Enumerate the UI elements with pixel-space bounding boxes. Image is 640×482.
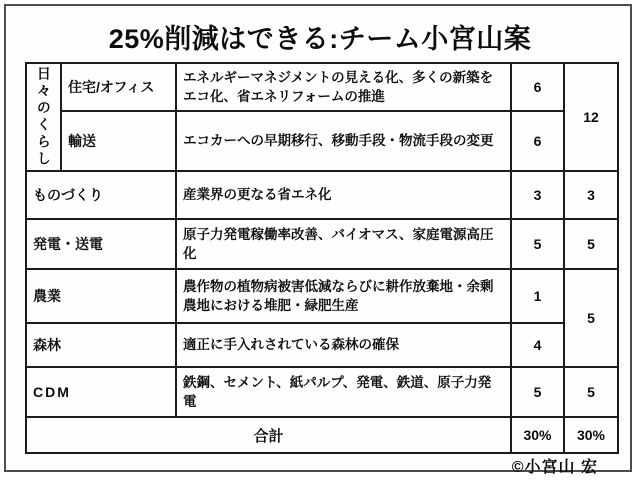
points-housing-office: 6: [511, 63, 564, 111]
table-row-forest: [26, 323, 618, 367]
category-power: 発電・送電: [26, 219, 176, 269]
row-group-daily-life: [26, 63, 61, 171]
desc-agriculture: 農作物の植物病被害低減ならびに耕作放棄地・余剰農地における堆肥・緑肥生産: [176, 269, 511, 323]
table-row-total: [26, 417, 618, 453]
points-manufacturing: 3: [511, 171, 564, 219]
category-manufacturing: ものづくり: [26, 171, 176, 219]
category-transport: 輸送: [61, 111, 176, 171]
total-group-total: 30%: [564, 417, 618, 453]
table-row-power: [26, 219, 618, 269]
total-label: 合計: [26, 417, 511, 453]
group-total-daily-life: 12: [564, 63, 618, 171]
desc-transport: エコカーへの早期移行、移動手段・物流手段の変更: [176, 111, 511, 171]
table-row-transport: [26, 111, 618, 171]
category-cdm: CDM: [26, 367, 176, 417]
points-cdm: 5: [511, 367, 564, 417]
points-power: 5: [511, 219, 564, 269]
table-row-housing: [26, 63, 618, 111]
page-title: 25%削減はできる:チーム小宮山案: [108, 24, 532, 54]
desc-forest: 適正に手入れされている森林の確保: [176, 323, 511, 367]
table-row-cdm: [26, 367, 618, 417]
copyright-credit: ©小宮山 宏: [511, 459, 598, 476]
total-points: 30%: [511, 417, 564, 453]
reduction-plan-table: [25, 62, 619, 454]
points-agriculture: 1: [511, 269, 564, 323]
points-transport: 6: [511, 111, 564, 171]
points-forest: 4: [511, 323, 564, 367]
table-row-agriculture: [26, 269, 618, 323]
desc-housing-office: エネルギーマネジメントの見える化、多くの新築をエコ化、省エネリフォームの推進: [176, 63, 511, 111]
desc-cdm: 鉄鋼、セメント、紙パルプ、発電、鉄道、原子力発電: [176, 367, 511, 417]
desc-power: 原子力発電稼働率改善、バイオマス、家庭電源高圧化: [176, 219, 511, 269]
group-total-manufacturing: 3: [564, 171, 618, 219]
table-row-manufacturing: [26, 171, 618, 219]
group-total-agriculture-forest: 5: [564, 269, 618, 367]
category-forest: 森林: [26, 323, 176, 367]
desc-manufacturing: 産業界の更なる省エネ化: [176, 171, 511, 219]
group-total-power: 5: [564, 219, 618, 269]
category-agriculture: 農業: [26, 269, 176, 323]
row-group-daily-life-label: 日々のくらし: [35, 66, 52, 168]
group-total-cdm: 5: [564, 367, 618, 417]
category-housing-office: 住宅/オフィス: [61, 63, 176, 111]
